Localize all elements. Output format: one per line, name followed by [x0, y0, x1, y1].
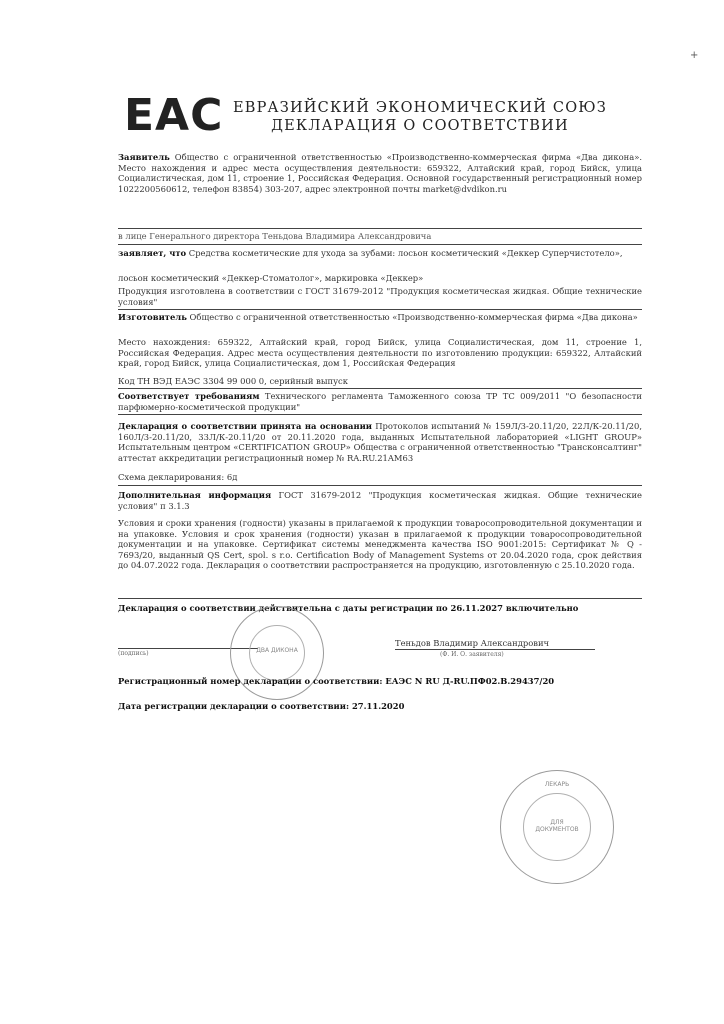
- applicant-block: [118, 152, 642, 194]
- requirements-text: Технического регламента Таможенного союза ТР ТС 009/2011 "О безопасности парфюмерно-косметической продукции": [118, 391, 642, 412]
- name-line: [395, 649, 595, 650]
- registration-number-line: [118, 676, 642, 687]
- additional-text: ГОСТ 31679-2012 "Продукция косметическая жидкая. Общие технические условия" п 3.1.3: [118, 490, 642, 511]
- divider: [118, 485, 642, 486]
- copy-stamp-center-text: ДЛЯ ДОКУМЕНТОВ: [535, 819, 579, 833]
- requirements-block: [118, 391, 642, 412]
- declares-block: [118, 248, 642, 259]
- copy-stamp: [500, 770, 614, 884]
- copy-stamp-ring-text: ЛЕКАРЬ: [544, 781, 570, 788]
- manufacturer-label: Изготовитель: [118, 312, 187, 322]
- product-line: лосьон косметический «Деккер-Стоматолог», маркировка «Деккер»: [118, 273, 424, 283]
- tn-ved-code: Код ТН ВЭД ЕАЭС 3304 99 000 0, серийный выпуск: [118, 376, 348, 386]
- registration-date-line: [118, 701, 642, 712]
- standard-line: Продукция изготовлена в соответствии с ГОСТ 31679-2012 "Продукция косметическая жидкая. Общие технические условия": [118, 286, 642, 307]
- additional-block: [118, 490, 642, 511]
- signatory-name: Теньдов Владимир Александрович: [395, 638, 550, 648]
- signature-caption: (подпись): [118, 650, 149, 657]
- requirements-label: Соответствует требованиям: [118, 391, 260, 401]
- document-header: [200, 100, 640, 134]
- declaration-scheme: Схема декларирования: 6д: [118, 472, 238, 482]
- applicant-text: Общество с ограниченной ответственностью «Производственно-коммерческая фирма «Два дикона». Место нахождения и адрес места осуществления деятельности: 659322, Алтайский край, город Бийск, улица Социалистическая, дом 11, строение 1, Российская Федерация. Основной государственный регистрационный номер 1022200560612, телефон 83854) 303-207, адрес электронной почты market@dvdikon.ru: [118, 152, 642, 194]
- applicant-label: Заявитель: [118, 152, 170, 162]
- divider: [118, 228, 642, 229]
- name-caption: (Ф. И. О. заявителя): [440, 651, 504, 658]
- validity-line: [118, 603, 642, 614]
- manufacturer-address: Место нахождения: 659322, Алтайский край, город Бийск, улица Социалистическая, дом 11, строение 1, Российская Федерация. Адрес места осуществления деятельности по изготовлению продукции: 659322, Алтайский край, город Бийск, улица Социалистическая, дом 1, Российская Федерация: [118, 337, 642, 369]
- divider: [118, 244, 642, 245]
- director-line: в лице Генерального директора Теньдова Владимира Александровича: [118, 231, 432, 241]
- union-title: ЕВРАЗИЙСКИЙ ЭКОНОМИЧЕСКИЙ СОЮЗ: [232, 100, 608, 116]
- applicant-stamp-text: ДВА ДИКОНА: [256, 647, 298, 654]
- declares-label: заявляет, что: [118, 248, 187, 258]
- divider: [118, 598, 642, 599]
- divider: [118, 414, 642, 415]
- divider: [118, 309, 642, 310]
- manufacturer-block: [118, 312, 642, 323]
- basis-text: Протоколов испытаний № 159Л/3-20.11/20, 22Л/К-20.11/20, 160Л/3-20.11/20, 33Л/К-20.11/20 от 20.11.2020 года, выданных Испытательной лабораторией «LIGHT GROUP» Испытательным центром «CERTIFICATION GROUP» Общества с ограниченной ответственностью "Трансконсалтинг" аттестат аккредитации регистрационный номер № RA.RU.21AM63: [118, 421, 642, 463]
- basis-block: [118, 421, 642, 463]
- declaration-title: ДЕКЛАРАЦИЯ О СООТВЕТСТВИИ: [271, 118, 569, 134]
- registration-number: Регистрационный номер декларации о соответствии: ЕАЭС N RU Д-RU.ПФ02.В.29437/20: [118, 676, 555, 686]
- corner-mark: +: [690, 50, 699, 61]
- basis-label: Декларация о соответствии принята на основании: [118, 421, 373, 431]
- eac-logo: EAC: [124, 90, 224, 141]
- additional-details: Условия и сроки хранения (годности) указаны в прилагаемой к продукции товаросопроводительной документации и на упаковке. Условия и срок хранения (годности) указан в прилагаемой к продукции товаросопроводительной документации и на упаковке. Сертификат системы менеджмента качества ISO 9001:2015: Сертификат № Q - 7693/20, выданный QS Cert, spol. s r.o. Certification Body of Management Systems от 20.04.2020 года, срок действия до 04.07.2022 года. Декларация о соответствии распространяется на продукцию, изготовленную с 25.10.2020 года.: [118, 518, 642, 571]
- additional-label: Дополнительная информация: [118, 490, 272, 500]
- validity-text: Декларация о соответствии действительна с даты регистрации по 26.11.2027 включительно: [118, 603, 579, 613]
- declares-text: Средства косметические для ухода за зубами: лосьон косметический «Деккер Суперчистотело»,: [186, 248, 623, 258]
- registration-date: Дата регистрации декларации о соответствии: 27.11.2020: [118, 701, 405, 711]
- manufacturer-text: Общество с ограниченной ответственностью «Производственно-коммерческая фирма «Два дикона»: [186, 312, 638, 322]
- divider: [118, 388, 642, 389]
